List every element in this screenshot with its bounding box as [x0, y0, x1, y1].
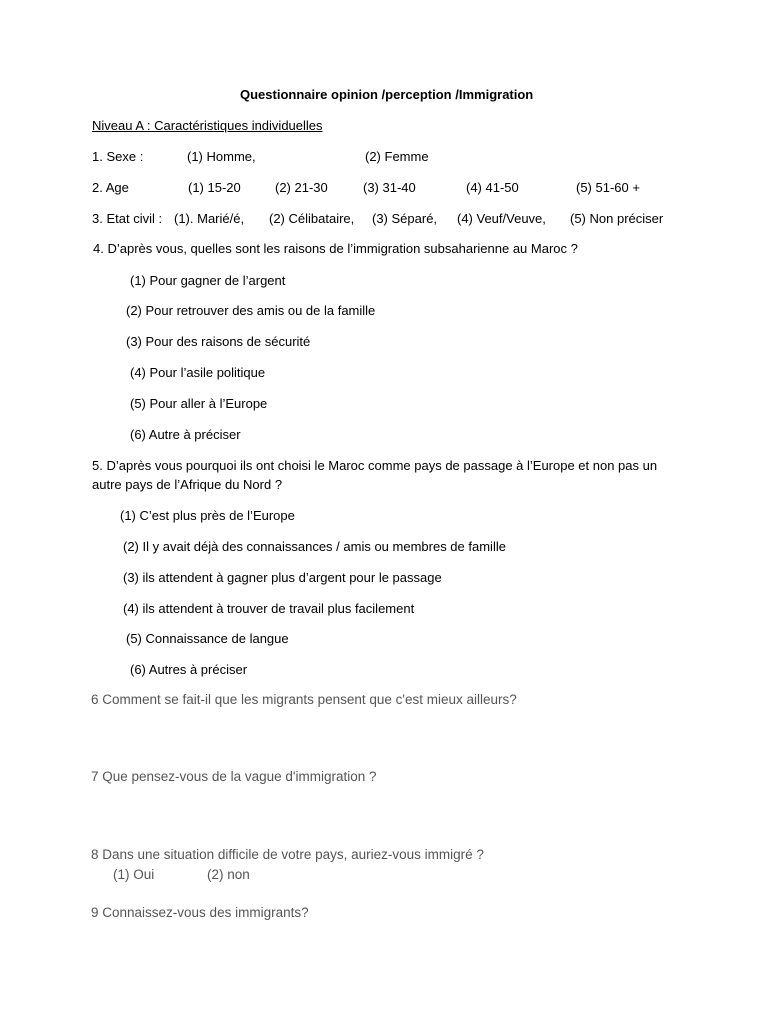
q5-option-6: (6) Autres à préciser: [130, 662, 248, 677]
q3-label: 3. Etat civil :: [92, 211, 163, 226]
q4-question: 4. D’après vous, quelles sont les raisons de l’immigration subsaharienne au Maroc ?: [93, 241, 578, 256]
q2-option-5: (5) 51-60 +: [576, 180, 640, 195]
q4-option-5: (5) Pour aller à l’Europe: [130, 396, 268, 411]
q5-option-1: (1) C’est plus près de l’Europe: [120, 508, 295, 523]
q8-option-2: (2) non: [207, 867, 250, 882]
q1-option-1: (1) Homme,: [187, 149, 256, 164]
q3-option-3: (3) Séparé,: [372, 211, 438, 226]
q3-option-1: (1). Marié/é,: [174, 211, 245, 226]
q9-question: 9 Connaissez-vous des immigrants?: [91, 905, 309, 920]
q5-option-4: (4) ils attendent à trouver de travail plus facilement: [123, 601, 415, 616]
q3-option-4: (4) Veuf/Veuve,: [457, 211, 546, 226]
q2-option-2: (2) 21-30: [275, 180, 328, 195]
q4-option-6: (6) Autre à préciser: [130, 427, 241, 442]
q3-option-5: (5) Non préciser: [570, 211, 664, 226]
q4-option-4: (4) Pour l’asile politique: [130, 365, 266, 380]
q5-question-line2: autre pays de l’Afrique du Nord ?: [92, 477, 283, 492]
q5-option-3: (3) ils attendent à gagner plus d’argent pour le passage: [123, 570, 442, 585]
q1-option-2: (2) Femme: [365, 149, 429, 164]
q6-question: 6 Comment se fait-il que les migrants pensent que c'est mieux ailleurs?: [91, 692, 517, 707]
q5-option-2: (2) Il y avait déjà des connaissances / amis ou membres de famille: [123, 539, 506, 554]
q8-option-1: (1) Oui: [113, 867, 155, 882]
q5-option-5: (5) Connaissance de langue: [126, 631, 289, 646]
q2-option-4: (4) 41-50: [466, 180, 519, 195]
q4-option-2: (2) Pour retrouver des amis ou de la famille: [126, 303, 376, 318]
q8-question: 8 Dans une situation difficile de votre pays, auriez-vous immigré ?: [91, 847, 484, 862]
q4-option-3: (3) Pour des raisons de sécurité: [126, 334, 311, 349]
page-title: Questionnaire opinion /perception /Immigration: [240, 87, 534, 102]
section-heading: Niveau A : Caractéristiques individuelles: [92, 118, 323, 133]
q5-question-line1: 5. D’après vous pourquoi ils ont choisi le Maroc comme pays de passage à l’Europe et non pas un: [92, 458, 658, 473]
q7-question: 7 Que pensez-vous de la vague d'immigration ?: [91, 769, 377, 784]
q2-option-3: (3) 31-40: [363, 180, 416, 195]
q2-option-1: (1) 15-20: [188, 180, 241, 195]
q4-option-1: (1) Pour gagner de l’argent: [130, 273, 286, 288]
q2-label: 2. Age: [92, 180, 129, 195]
q1-label: 1. Sexe :: [92, 149, 144, 164]
q3-option-2: (2) Célibataire,: [269, 211, 355, 226]
